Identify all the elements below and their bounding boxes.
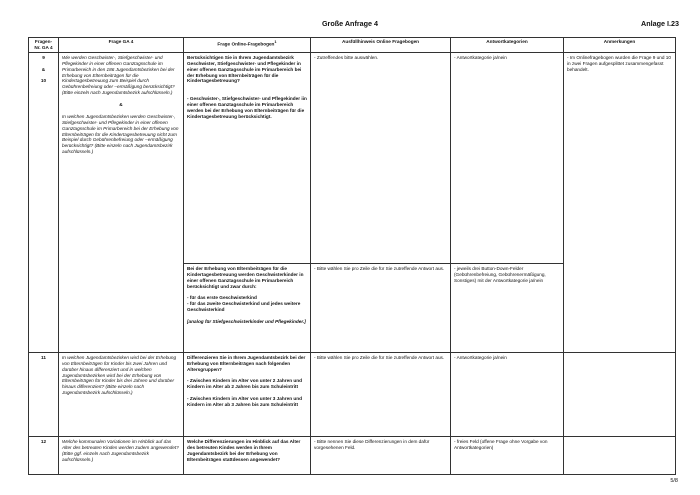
- hint-cell: - Zutreffendes bitte auswählen.: [311, 53, 451, 264]
- page-number: 5/8: [670, 478, 678, 484]
- hint-cell: - Bitte wählen Sie pro Zeile die für Sie zutreffende Antwort aus.: [311, 353, 451, 437]
- annex-label: Anlage I.23: [641, 19, 679, 28]
- question-number-cell: 11: [29, 353, 59, 437]
- header-online: [184, 38, 311, 53]
- question-number: 9: [42, 54, 45, 60]
- notes-cell: [564, 437, 676, 475]
- answers-cell: - Antwortkategorie ja/nein: [451, 53, 564, 264]
- notes-cell: [564, 353, 676, 437]
- ga-question-text: In welchen Jugendamtsbezirken werden Geschwister-, Stiefgeschwister- und Pflegekinder in einer offenen Ganztagsschule im Primarbereich bei der Erhebung von Elternbeiträgen für die Kindertagesbetreuung nicht zum Beispiel durch Gebührenbefreiung oder –ermäßigung berücksichtigt? (Bitte einzeln nach Jugendamtsbezirk aufschlüsseln.): [62, 113, 179, 155]
- document-title: Große Anfrage 4: [321, 19, 379, 28]
- online-question-option: - Zwischen Kindern im Alter von unter 2 Jahren und Kindern im Alter ab 2 Jahren bis zum Schuleintritt: [187, 378, 302, 390]
- notes-cell: - Im Onlinefragebogen wurden die Frage 9 und 10 in zwei Fragen aufgesplittet zusammengefasst behandelt.: [564, 53, 676, 353]
- hint-cell: - Bitte nennen Sie diese Differenzierungen in dem dafür vorgesehenen Feld.: [311, 437, 451, 475]
- ga-question-cell: [59, 53, 184, 353]
- online-question-text: Bei der Erhebung von Elternbeiträgen für die Kindertagesbetreuung werden Geschwisterkinder in einer offenen Ganztagsschule im Primarbereich berücksichtigt und zwar durch:: [187, 265, 304, 289]
- ga-question-cell: Welche kommunalen Variationen im Hinblick auf das Alter des betreuten Kindes werden zudem angewendet? (Bitte ggf. einzeln nach Jugendamtsbezirk aufschlüsseln.): [59, 437, 184, 475]
- table-row: [29, 437, 676, 475]
- online-question-option: - Zwischen Kindern im Alter von unter 3 Jahren und Kindern im Alter ab 3 Jahren bis zum Schuleintritt: [187, 396, 302, 408]
- ga-question-cell: In welchen Jugendamtsbezirken wird bei der Erhebung von Elternbeiträgen für Kinder bis zwei Jahren und darüber hinaus differenziert und in welchen Jugendamtsbezirken wird bei der Erhebung von Elternbeiträgen für Kinder bis drei Jahren und darüber hinaus differenziert? (Bitte einzeln nach Jugendamtsbezirk aufschlüsseln.): [59, 353, 184, 437]
- online-question-note: [analog für Stiefgeschwisterkinder und Pflegekinder.]: [187, 318, 306, 324]
- question-number: 10: [40, 78, 47, 84]
- question-number-cell: [29, 53, 59, 353]
- table-row: [29, 353, 676, 437]
- header-notes: Anmerkungen: [564, 38, 676, 53]
- footnote-marker: 1: [274, 39, 277, 44]
- online-question-option: - für das zweite Geschwisterkind und jedes weitere Geschwisterkind: [187, 301, 301, 313]
- header-hint: Ausfüllhinweis Online Fragebogen: [311, 38, 451, 53]
- answers-cell: - freies Feld (offene Frage ohne Vorgabe von Antwortkategorien): [451, 437, 564, 475]
- online-question-cell: [184, 353, 311, 437]
- hint-cell: - Bitte wählen Sie pro Zeile die für Sie zutreffende Antwort aus.: [311, 264, 451, 353]
- answers-cell: - Antwortkategorie ja/nein: [451, 353, 564, 437]
- online-question-cell: [184, 264, 311, 353]
- online-question-cell: Welche Differenzierungen im Hinblick auf das Alter des betreuten Kindes werden in Ihrem Jugendamtsbezirk bei der Erhebung von Elternbeiträgen stattdessen angewendet?: [184, 437, 311, 475]
- header-nr: Fragen-Nr. GA 4: [29, 38, 59, 53]
- ga-question-join: &: [119, 102, 123, 108]
- question-number-join: &: [41, 66, 46, 72]
- table-header-row: [29, 38, 676, 53]
- online-question-cell: [184, 53, 311, 264]
- header-answers: Antwortkategorien: [451, 38, 564, 53]
- header-ga: Frage GA 4: [59, 38, 184, 53]
- header-online-label: Frage Online-Fragebogen: [217, 41, 275, 47]
- online-question-text: Differenzieren Sie in Ihrem Jugendamtsbezirk bei der Erhebung von Elternbeiträgen nach folgenden Altersgruppen?: [187, 354, 306, 372]
- online-question-option: - Geschwister-, Stiefgeschwister- und Pflegekinder iin einer offenen Ganztagsschule im Primarbereich werden bei der Erhebung von Elternbeiträgen für die Kindertagesbetreuung berücksichtigt.: [187, 96, 307, 119]
- ga-question-text: Wie werden Geschwister-, Stiefgeschwister- und Pflegekinder in einer offenen Ganztagsschule im Primarbereich in den 186 Jugendamtsbezirken bei der Erhebung von Elternbeiträgen für die Kindertagesbetreuung zum Beispiel durch Gebührenbefreiung oder –ermäßigung berücksichtigt? (Bitte einzeln nach Jugendamtsbezirk aufschlüsseln.): [62, 54, 175, 96]
- online-question-text: Berücksichtigen Sie in Ihrem Jugendamtsbezirk Geschwister, Stiefgeschwister- und Pflegekinder in einer offenen Ganztagsschule im Primarbereich bei der Erhebung von Elternbeiträgen für die Kindertagesbetreuung?: [187, 54, 302, 84]
- question-table: [28, 37, 676, 475]
- question-number-cell: 12: [29, 437, 59, 475]
- table-row: [29, 53, 676, 264]
- online-question-option: - für das erste Geschwisterkind: [187, 295, 257, 301]
- answers-cell: - jeweils drei Button-Down-Felder (Gebührenbefreiung, Gebührenermäßigung, Sonstiges) mit der Antwortkategorie ja/nein: [451, 264, 564, 353]
